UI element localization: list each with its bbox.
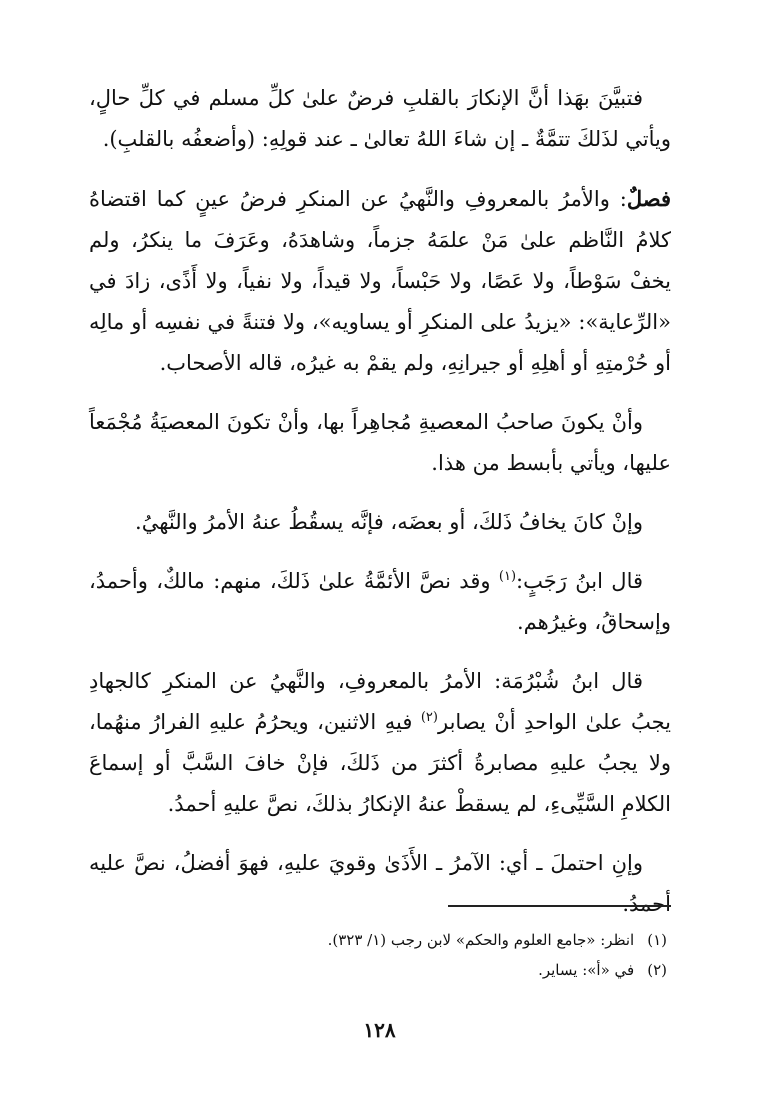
footnote-text: انظر: «جامع العلوم والحكم» لابن رجب (١/ ٣٢٣). (327, 931, 635, 949)
paragraph-text: فتبيَّنَ بهَذا أنَّ الإنكارَ بالقلبِ فرضٌ علىٰ كلِّ مسلم في كلِّ حالٍ، ويأتي لذَلكَ تتمَّةٌ ـ إن شاءَ اللهُ تعالىٰ ـ عند قولِهِ: (وأضعفُه بالقلبِ). (89, 86, 671, 151)
paragraph (89, 502, 671, 543)
paragraph-text: قال ابنُ رَجَبٍ: (516, 569, 644, 593)
paragraph-section (89, 178, 671, 384)
paragraph-text: وإنْ كانَ يخافُ ذَلكَ، أو بعضَه، فإنَّه يسقُطُ عنهُ الأمرُ والنَّهيُ. (135, 510, 643, 534)
paragraph-text: وإنِ احتملَ ـ أي: الآمرُ ـ الأَذَىٰ وقويَ عليهِ، فهوَ أفضلُ، نصَّ عليه أحمدُ. (89, 851, 671, 916)
footnote-reference: (١) (498, 569, 517, 584)
footnote-separator (448, 905, 671, 907)
footnote (89, 925, 671, 955)
paragraph-text: فيهِ الاثنين، ويحرُمُ عليهِ الفرارُ منهُما، ولا يجبُ عليهِ مصابرةُ أكثرَ من ذَلكَ، فإنْ خافَ السَّبَّ أو إسماعَ الكلامِ السَّيِّىءِ، لم يسقطْ عنهُ الإنكارُ بذلكَ، نصَّ عليهِ أحمدُ. (89, 710, 671, 816)
footnote-text: في «أ»: يساير. (538, 961, 635, 979)
footnote-number: (١) (647, 931, 667, 949)
footnotes (89, 925, 671, 985)
footnote-number: (٢) (647, 961, 667, 979)
paragraph (89, 402, 671, 484)
section-heading-word: فصلٌ (626, 186, 671, 211)
paragraph-text: وأنْ يكونَ صاحبُ المعصيةِ مُجاهِراً بها، وأنْ تكونَ المعصيَةُ مُجْمَعاً عليها، ويأتي بأبسط من هذا. (89, 410, 671, 475)
paragraph (89, 661, 671, 825)
paragraph (89, 78, 671, 160)
footnote-reference: (٢) (420, 710, 438, 725)
paragraph-text: : والأمرُ بالمعروفِ والنَّهيُ عن المنكرِ فرضُ عينٍ كما اقتضاهُ كلامُ النَّاظم علىٰ مَنْ علمَهُ جزماً، وشاهدَهُ، وعَرَفَ ما ينكرُ، ولم يخفْ سَوْطاً، ولا عَصًا، ولا حَبْساً، ولا قيداً، ولا نفياً، ولا أَذًى، زادَ في «الرِّعاية»: «يزيدُ على المنكرِ أو يساويه»، ولا فتنةً في نفسِه أو مالِه أو حُرْمتِهِ أو أهلِهِ أو جيرانِهِ، ولم يقمْ به غيرُه، قاله الأصحاب. (89, 187, 671, 375)
paragraph-text: وقد نصَّ الأئمَّةُ علىٰ ذَلكَ، منهم: مالكٌ، وأحمدُ، وإسحاقُ، وغيرُهم. (89, 569, 671, 634)
paragraph-text: قال ابنُ شُبْرُمَة: الأمرُ بالمعروفِ، والنَّهيُ عن المنكرِ كالجهادِ يجبُ علىٰ الواحدِ أنْ يصابر (89, 669, 671, 734)
paragraph (89, 843, 671, 925)
page-number: ١٢٨ (363, 1018, 396, 1042)
main-text (89, 78, 671, 943)
footnote (89, 955, 671, 985)
paragraph (89, 561, 671, 643)
